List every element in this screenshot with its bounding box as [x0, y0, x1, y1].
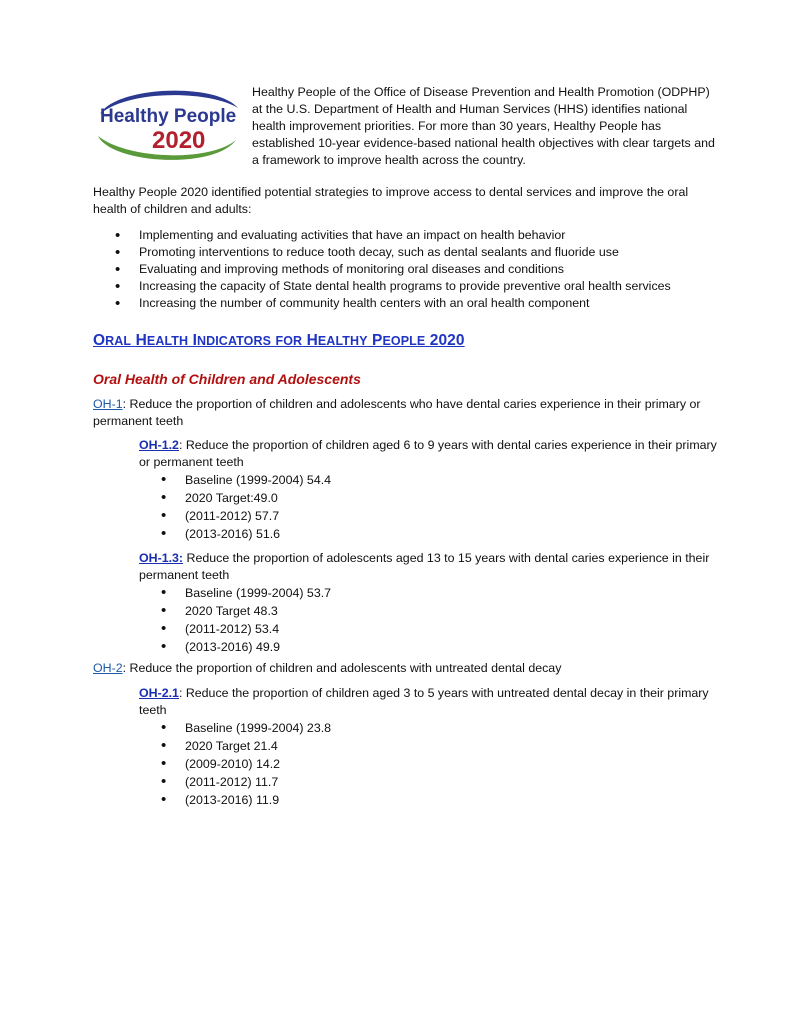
list-item: • (2011-2012) 11.7	[139, 773, 729, 791]
objective-code-link[interactable]: OH-2	[93, 661, 123, 675]
title-part: EOPLE	[382, 334, 426, 348]
strategies-list	[93, 227, 733, 312]
list-item: • 2020 Target 21.4	[139, 737, 729, 755]
section-title-link[interactable]	[93, 332, 465, 350]
list-item: • (2009-2010) 14.2	[139, 755, 729, 773]
list-item: • (2011-2012) 53.4	[139, 620, 729, 638]
objective-oh2	[93, 660, 733, 677]
objective-text: : Reduce the proportion of children aged 3 to 5 years with untreated dental decay in their primary teeth	[139, 686, 709, 717]
values-list	[139, 719, 729, 809]
title-part: P	[371, 332, 383, 349]
list-item: • Promoting interventions to reduce tooth decay, such as dental sealants and fluoride use	[93, 244, 733, 261]
title-part: EALTHY	[317, 334, 368, 348]
objective-text: : Reduce the proportion of children aged 6 to 9 years with dental caries experience in their primary or permanent teeth	[139, 438, 717, 469]
healthy-people-2020-logo	[88, 78, 244, 170]
subsection-title: Oral Health of Children and Adolescents	[93, 371, 361, 387]
list-item: • 2020 Target 48.3	[139, 602, 729, 620]
objective-code-link[interactable]: OH-1	[93, 397, 123, 411]
logo-text-2020: 2020	[152, 127, 206, 154]
objective-code-link[interactable]: OH-1.2	[139, 438, 179, 452]
list-item: • (2013-2016) 49.9	[139, 638, 729, 656]
list-item: • Baseline (1999-2004) 53.7	[139, 584, 729, 602]
title-part: RAL	[105, 334, 132, 348]
list-item: • Baseline (1999-2004) 23.8	[139, 719, 729, 737]
objective-oh1	[93, 396, 733, 430]
objective-text: : Reduce the proportion of children and adolescents who have dental caries experience in their primary or permanent teeth	[93, 397, 701, 428]
objective-oh2-1	[139, 685, 729, 809]
objective-code-link[interactable]: OH-1.3:	[139, 551, 184, 565]
logo-text-healthy-people: Healthy People	[100, 106, 237, 127]
title-part: I	[192, 332, 197, 349]
title-part: FOR	[275, 334, 303, 348]
objective-oh1-3	[139, 550, 729, 656]
list-item: • (2011-2012) 57.7	[139, 507, 729, 525]
objective-oh1-2	[139, 437, 729, 543]
list-item: • Increasing the capacity of State dental health programs to provide preventive oral health services	[93, 278, 733, 295]
list-item: • Increasing the number of community health centers with an oral health component	[93, 295, 733, 312]
title-part: NDICATORS	[196, 334, 272, 348]
list-item: • Baseline (1999-2004) 54.4	[139, 471, 729, 489]
list-item: • Evaluating and improving methods of monitoring oral diseases and conditions	[93, 261, 733, 278]
strategies-intro-paragraph: Healthy People 2020 identified potential strategies to improve access to dental services and improve the oral health of children and adults:	[93, 185, 689, 216]
title-part: H	[306, 332, 318, 349]
title-part: 2020	[429, 332, 465, 349]
intro-paragraph: Healthy People of the Office of Disease Prevention and Health Promotion (ODPHP) at the U.S. Department of Health and Human Services (HHS) identifies national health improvement priorities. For more than 30 years, Healthy People has established 10-year evidence-based national health objectives with clear targets and a framework to improve health across the country.	[252, 85, 715, 167]
objective-code-link[interactable]: OH-2.1	[139, 686, 179, 700]
list-item: • (2013-2016) 11.9	[139, 791, 729, 809]
list-item: • (2013-2016) 51.6	[139, 525, 729, 543]
logo-graphic	[88, 78, 244, 170]
list-item: • 2020 Target:49.0	[139, 489, 729, 507]
values-list	[139, 584, 729, 656]
objective-text: : Reduce the proportion of children and adolescents with untreated dental decay	[122, 661, 562, 675]
title-part: H	[135, 332, 147, 349]
title-part: EALTH	[146, 334, 189, 348]
objective-text: Reduce the proportion of adolescents aged 13 to 15 years with dental caries experience in their permanent teeth	[139, 551, 710, 582]
title-part: O	[93, 332, 106, 349]
values-list	[139, 471, 729, 543]
list-item: • Implementing and evaluating activities that have an impact on health behavior	[93, 227, 733, 244]
